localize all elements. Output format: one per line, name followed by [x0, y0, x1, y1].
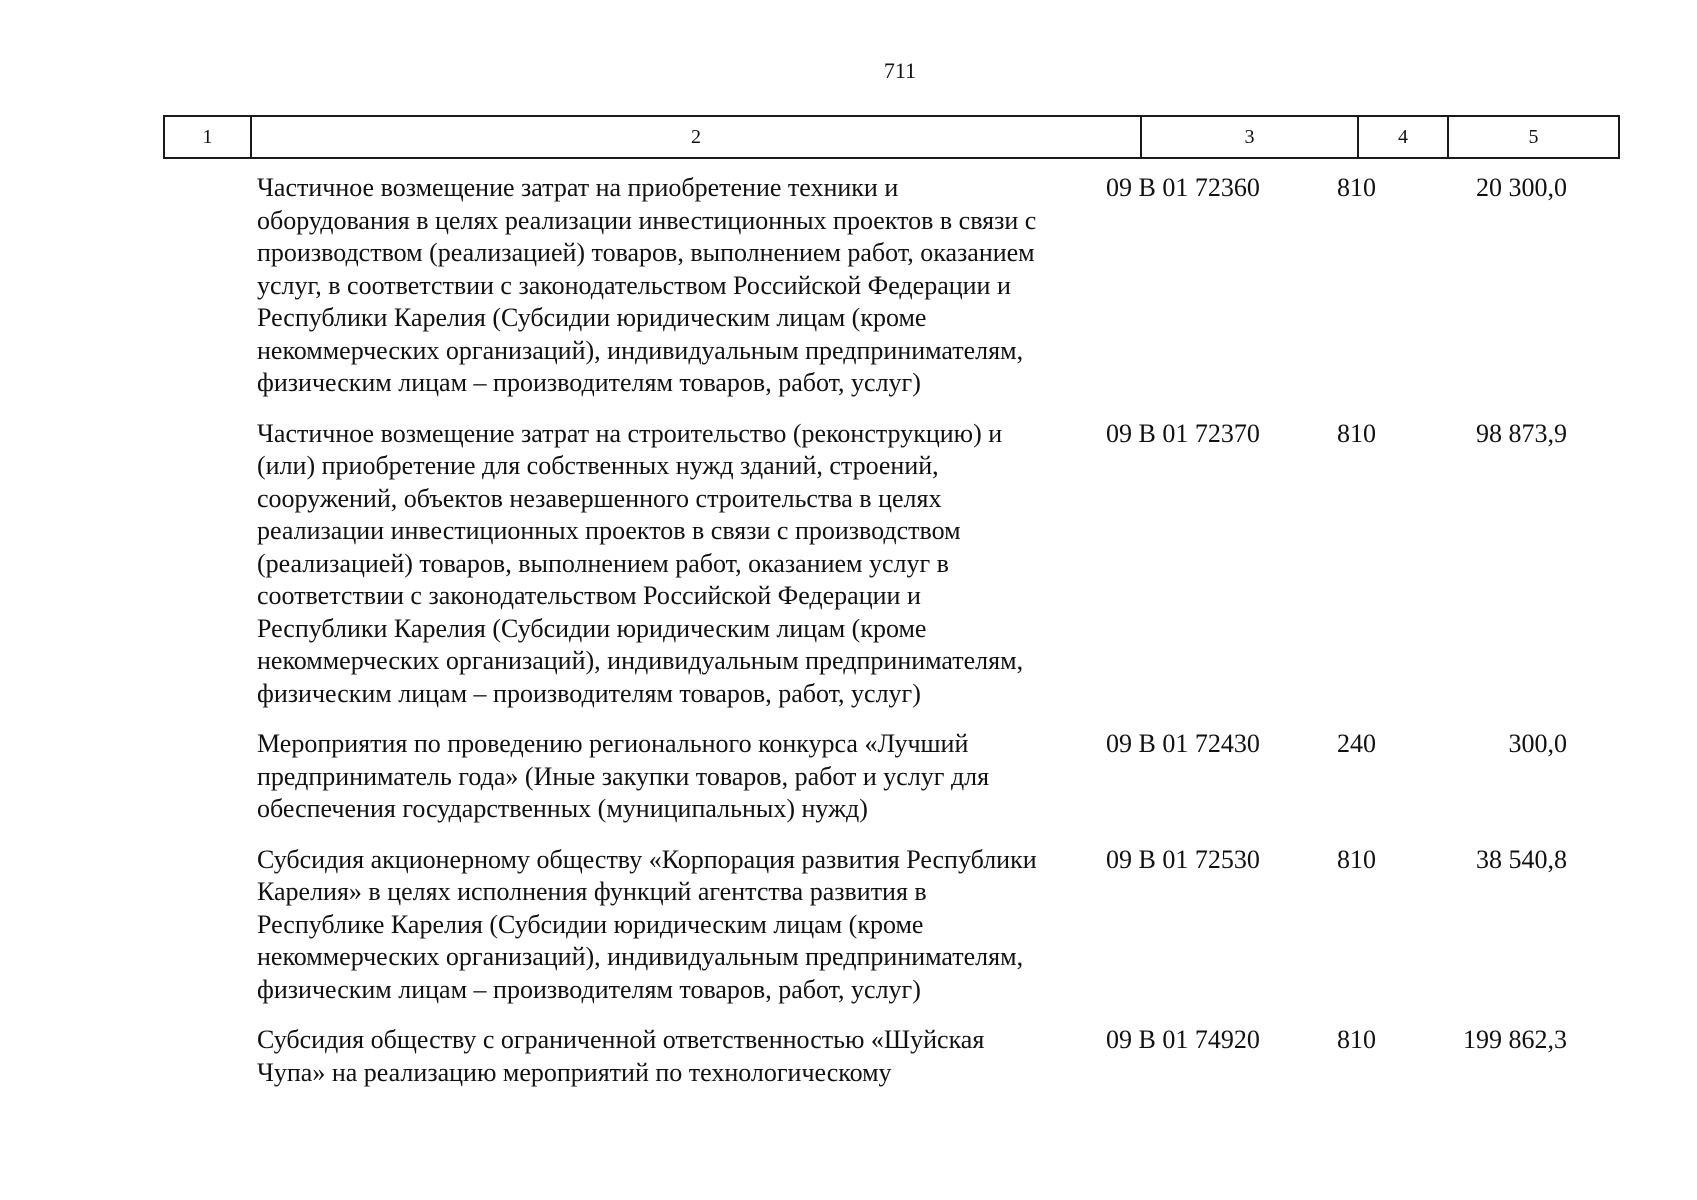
page-number: 711: [883, 58, 917, 83]
row-code: 09 В 01 72370: [1106, 418, 1260, 448]
description-line: Субсидия акционерному обществу «Корпорация развития Республики: [257, 844, 1037, 874]
row-number-cell: [163, 172, 250, 400]
description-line: Республики Карелия (Субсидии юридическим лицам (кроме: [257, 303, 927, 332]
description-line: обеспечения государственных (муниципальных) нужд): [257, 794, 868, 823]
description-line: физическим лицам – производителям товаров, работ, услуг): [257, 974, 921, 1004]
description-line: Мероприятия по проведению регионального конкурса «Лучший: [257, 729, 969, 758]
description-line: некоммерческих организаций), индивидуальным предпринимателям,: [257, 942, 1024, 971]
row-amount: 20 300,0: [1476, 173, 1567, 202]
column-header-row: [164, 116, 1619, 158]
description-line: Частичное возмещение затрат на строительство (реконструкцию) и: [257, 418, 1003, 448]
row-number-cell: [163, 418, 250, 711]
column-header-1: 1: [164, 116, 251, 158]
table-row: [163, 1024, 1618, 1089]
description-line: реализации инвестиционных проектов в связи с производством: [257, 516, 961, 545]
description-line: физическим лицам – производителям товаров, работ, услуг): [257, 678, 921, 708]
row-number-cell: [163, 728, 250, 826]
description-line: оборудования в целях реализации инвестиционных проектов в связи с: [257, 205, 1037, 235]
row-description: [250, 844, 1098, 1007]
description-line: услуг, в соответствии с законодательством Российской Федерации и: [257, 270, 1011, 300]
description-line: некоммерческих организаций), индивидуальным предпринимателям,: [257, 335, 1024, 365]
row-type: 810: [1337, 173, 1376, 202]
description-line: Чупа» на реализацию мероприятий по технологическому: [257, 1057, 892, 1087]
row-amount: 38 540,8: [1476, 844, 1567, 874]
table-row: [163, 844, 1618, 1007]
column-header-4: 4: [1358, 116, 1448, 158]
description-line: соответствии с законодательством Российской Федерации и: [257, 581, 921, 610]
row-code: 09 В 01 72530: [1106, 844, 1260, 874]
description-line: (или) приобретение для собственных нужд зданий, строений,: [257, 451, 939, 480]
row-type: 810: [1337, 418, 1376, 448]
table-body: [163, 172, 1618, 1107]
row-type: 240: [1337, 729, 1376, 758]
description-line: физическим лицам – производителям товаров, работ, услуг): [257, 368, 921, 397]
table-row: [163, 728, 1618, 826]
column-header-5: 5: [1448, 116, 1619, 158]
description-line: (реализацией) товаров, выполнением работ, оказанием услуг в: [257, 548, 949, 578]
description-line: Карелия» в целях исполнения функций агентства развития в: [257, 877, 927, 906]
description-line: Республике Карелия (Субсидии юридическим лицам (кроме: [257, 909, 924, 939]
description-line: сооружений, объектов незавершенного строительства в целях: [257, 483, 942, 513]
row-description: [250, 418, 1098, 711]
row-amount: 300,0: [1508, 729, 1567, 758]
column-header-table: [163, 115, 1620, 159]
row-description: [250, 172, 1098, 400]
row-number-cell: [163, 1024, 250, 1089]
description-line: предприниматель года» (Иные закупки товаров, работ и услуг для: [257, 761, 990, 791]
row-description: [250, 728, 1098, 826]
row-type: 810: [1337, 844, 1376, 874]
row-code: 09 В 01 72430: [1106, 729, 1260, 758]
column-header-3: 3: [1141, 116, 1358, 158]
description-line: некоммерческих организаций), индивидуальным предпринимателям,: [257, 646, 1024, 675]
description-line: Частичное возмещение затрат на приобретение техники и: [257, 173, 899, 202]
row-type: 810: [1337, 1025, 1376, 1054]
table-row: [163, 172, 1618, 400]
column-header-2: 2: [251, 116, 1141, 158]
description-line: Республики Карелия (Субсидии юридическим лицам (кроме: [257, 613, 927, 643]
description-line: Субсидия обществу с ограниченной ответственностью «Шуйская: [257, 1025, 985, 1054]
description-line: производством (реализацией) товаров, выполнением работ, оказанием: [257, 238, 1035, 267]
row-code: 09 В 01 74920: [1106, 1025, 1260, 1054]
row-description: [250, 1024, 1098, 1089]
row-code: 09 В 01 72360: [1106, 173, 1260, 202]
row-amount: 199 862,3: [1463, 1025, 1567, 1054]
row-number-cell: [163, 844, 250, 1007]
row-amount: 98 873,9: [1476, 418, 1567, 448]
table-row: [163, 418, 1618, 711]
